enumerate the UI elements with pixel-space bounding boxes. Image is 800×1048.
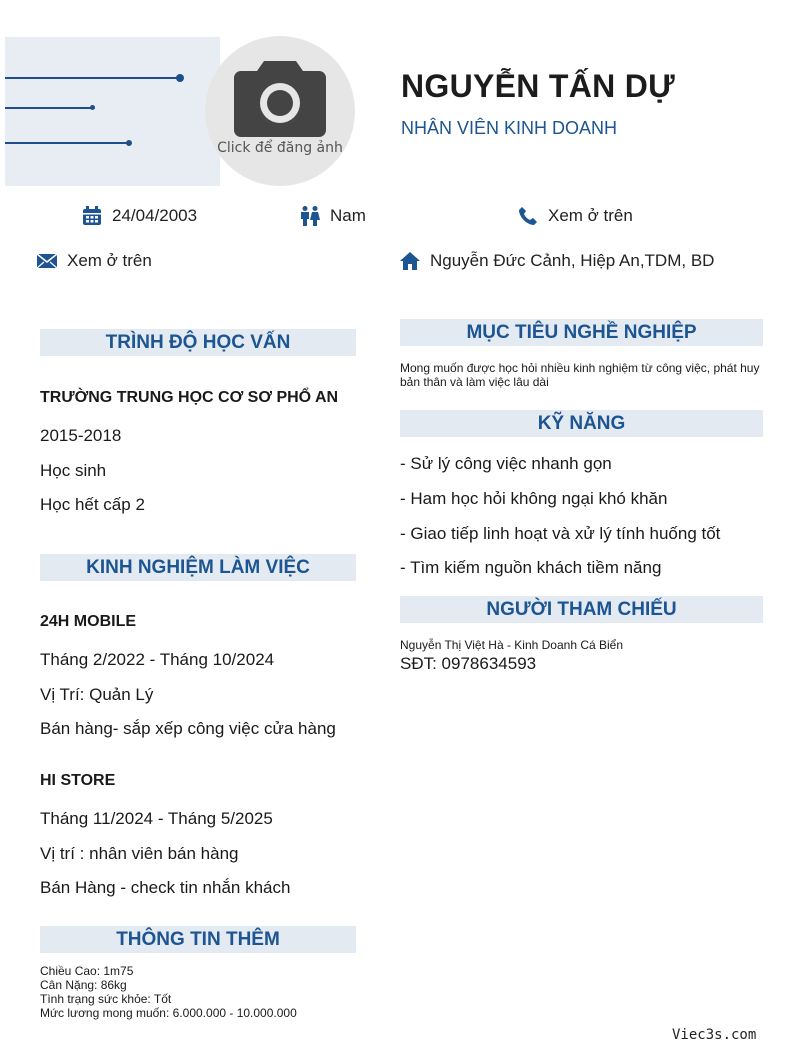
address-value: Nguyễn Đức Cảnh, Hiệp An,TDM, BD xyxy=(430,251,715,270)
gender-value: Nam xyxy=(330,206,366,225)
camera-icon xyxy=(234,57,326,137)
extra-line: Tình trạng sức khỏe: Tốt xyxy=(40,992,172,1006)
extra-line: Chiều Cao: 1m75 xyxy=(40,964,134,978)
job-role: Vị Trí: Quản Lý xyxy=(40,685,154,704)
skill-item: - Tìm kiếm nguồn khách tiềm năng xyxy=(400,558,662,577)
photo-upload[interactable] xyxy=(205,36,355,186)
extra-line: Cân Nặng: 86kg xyxy=(40,978,127,992)
education-role: Học sinh xyxy=(40,461,107,480)
job-company: 24H MOBILE xyxy=(40,613,137,630)
decor-line xyxy=(5,77,180,79)
header-band xyxy=(5,37,220,186)
job-desc: Bán Hàng - check tin nhắn khách xyxy=(40,878,291,897)
education-title: TRÌNH ĐỘ HỌC VẤN xyxy=(40,329,356,356)
gender-row xyxy=(300,206,366,226)
email-value: Xem ở trên xyxy=(67,251,152,270)
skill-item: - Sử lý công việc nhanh gọn xyxy=(400,454,612,473)
phone-value: Xem ở trên xyxy=(548,206,633,225)
phone-row xyxy=(518,206,633,226)
reference-phone: SĐT: 0978634593 xyxy=(400,654,537,673)
email-row xyxy=(37,251,152,271)
decor-line xyxy=(5,107,93,109)
address-row xyxy=(400,251,714,271)
job-period: Tháng 11/2024 - Tháng 5/2025 xyxy=(40,809,273,828)
job-company: HI STORE xyxy=(40,772,116,789)
phone-icon xyxy=(518,206,538,226)
extra-title: THÔNG TIN THÊM xyxy=(40,926,356,953)
objective-text: Mong muốn được học hỏi nhiều kinh nghiệm từ công việc, phát huy bản thân và làm việc lâu dài xyxy=(400,361,760,389)
email-icon xyxy=(37,253,57,269)
reference-person: Nguyễn Thị Việt Hà - Kinh Doanh Cá Biển xyxy=(400,638,624,652)
education-school: TRƯỜNG TRUNG HỌC CƠ SƠ PHỔ AN xyxy=(40,389,339,406)
birthdate-value: 24/04/2003 xyxy=(112,206,198,225)
calendar-icon xyxy=(82,206,102,226)
watermark: Viec3s.com xyxy=(672,1027,757,1043)
job-role: Vị trí : nhân viên bán hàng xyxy=(40,844,239,863)
extra-line: Mức lương mong muốn: 6.000.000 - 10.000.000 xyxy=(40,1006,297,1020)
birthdate-row xyxy=(82,206,197,226)
skill-item: - Ham học hỏi không ngại khó khăn xyxy=(400,489,668,508)
skill-item: - Giao tiếp linh hoạt và xử lý tính huống tốt xyxy=(400,524,721,543)
job-desc: Bán hàng- sắp xếp công việc cửa hàng xyxy=(40,719,336,738)
home-icon xyxy=(400,251,420,271)
reference-title: NGƯỜI THAM CHIẾU xyxy=(400,596,763,623)
decor-line xyxy=(5,142,129,144)
experience-title: KINH NGHIỆM LÀM VIỆC xyxy=(40,554,356,581)
job-period: Tháng 2/2022 - Tháng 10/2024 xyxy=(40,650,275,669)
education-detail: Học hết cấp 2 xyxy=(40,495,145,514)
education-years: 2015-2018 xyxy=(40,426,122,445)
gender-icon xyxy=(300,206,320,226)
skills-title: KỸ NĂNG xyxy=(400,410,763,437)
objective-title: MỤC TIÊU NGHỀ NGHIỆP xyxy=(400,319,763,346)
photo-caption: Click để đăng ảnh xyxy=(217,140,343,156)
candidate-name: NGUYỄN TẤN DỰ xyxy=(401,68,676,104)
candidate-position: NHÂN VIÊN KINH DOANH xyxy=(401,118,618,138)
